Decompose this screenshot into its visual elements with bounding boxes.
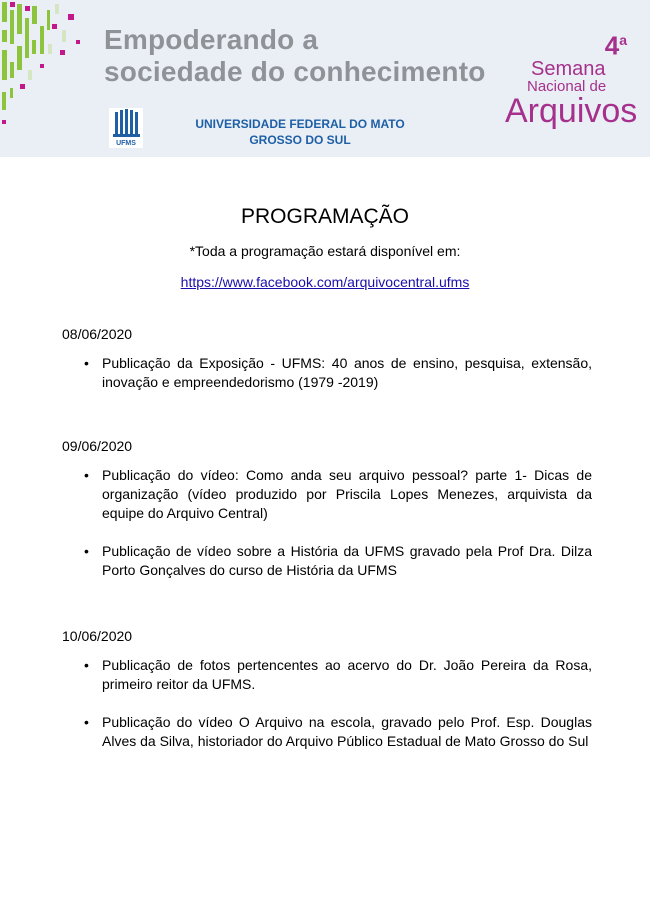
schedule-item-text: Publicação do vídeo: Como anda seu arquivo pessoal? parte 1- Dicas de organização (vídeo produzido por Priscila Lopes Menezes, arquivista da equipe do Arquivo Central) <box>102 467 592 521</box>
schedule-item-text: Publicação de fotos pertencentes ao acervo do Dr. João Pereira da Rosa, primeiro reitor da UFMS. <box>102 657 592 692</box>
schedule-day-2 <box>62 437 592 580</box>
bullet-icon: • <box>84 355 89 371</box>
headline-line-1: Empoderando a <box>104 24 319 55</box>
semana-number: 4 <box>604 30 620 61</box>
schedule-item <box>62 466 592 523</box>
schedule-item-text: Publicação da Exposição - UFMS: 40 anos de ensino, pesquisa, extensão, inovação e empreendedorismo (1979 -2019) <box>102 355 592 390</box>
pixel-pattern-decoration <box>0 0 95 157</box>
schedule-list <box>62 656 592 751</box>
semana-line-2: Nacional de <box>527 78 607 95</box>
availability-note: *Toda a programação estará disponível em: <box>189 243 461 259</box>
schedule-list <box>62 354 592 392</box>
ufms-logo <box>109 108 143 148</box>
schedule-item <box>62 656 592 694</box>
ufms-logo-text: UFMS <box>116 140 136 147</box>
schedule-day-3 <box>62 627 592 751</box>
schedule-item-text: Publicação do vídeo O Arquivo na escola, gravado pelo Prof. Esp. Douglas Alves da Silva, historiador do Arquivo Público Estadual de Mato Grosso do Sul <box>102 714 592 749</box>
bullet-icon: • <box>84 467 89 483</box>
semana-ordinal: a <box>619 32 627 48</box>
semana-line-1: Semana <box>531 58 606 80</box>
semana-arquivos-logo <box>495 26 645 136</box>
schedule-date: 09/06/2020 <box>62 438 133 454</box>
university-name-line-2: GROSSO DO SUL <box>249 133 351 147</box>
schedule-day-1 <box>62 325 592 392</box>
bullet-icon: • <box>84 714 89 730</box>
university-name <box>165 116 435 148</box>
university-name-line-1: UNIVERSIDADE FEDERAL DO MATO <box>195 117 405 131</box>
header-banner <box>0 0 650 157</box>
schedule-item-text: Publicação de vídeo sobre a História da UFMS gravado pela Prof Dra. Dilza Porto Gonçalves do curso de História da UFMS <box>102 543 592 578</box>
facebook-link-line <box>0 273 650 291</box>
headline-line-2: sociedade do conhecimento <box>104 56 486 87</box>
schedule-item <box>62 542 592 580</box>
page-title: PROGRAMAÇÃO <box>240 205 410 228</box>
bullet-icon: • <box>84 543 89 559</box>
facebook-link[interactable]: https://www.facebook.com/arquivocentral.ufms <box>180 274 470 290</box>
schedule-item <box>62 713 592 751</box>
semana-edition-number <box>605 26 627 60</box>
semana-line-3: Arquivos <box>505 92 638 130</box>
banner-headline <box>104 24 486 88</box>
schedule-list <box>62 466 592 580</box>
schedule-date: 08/06/2020 <box>62 326 133 342</box>
bullet-icon: • <box>84 657 89 673</box>
schedule-item <box>62 354 592 392</box>
schedule-date: 10/06/2020 <box>62 628 133 644</box>
